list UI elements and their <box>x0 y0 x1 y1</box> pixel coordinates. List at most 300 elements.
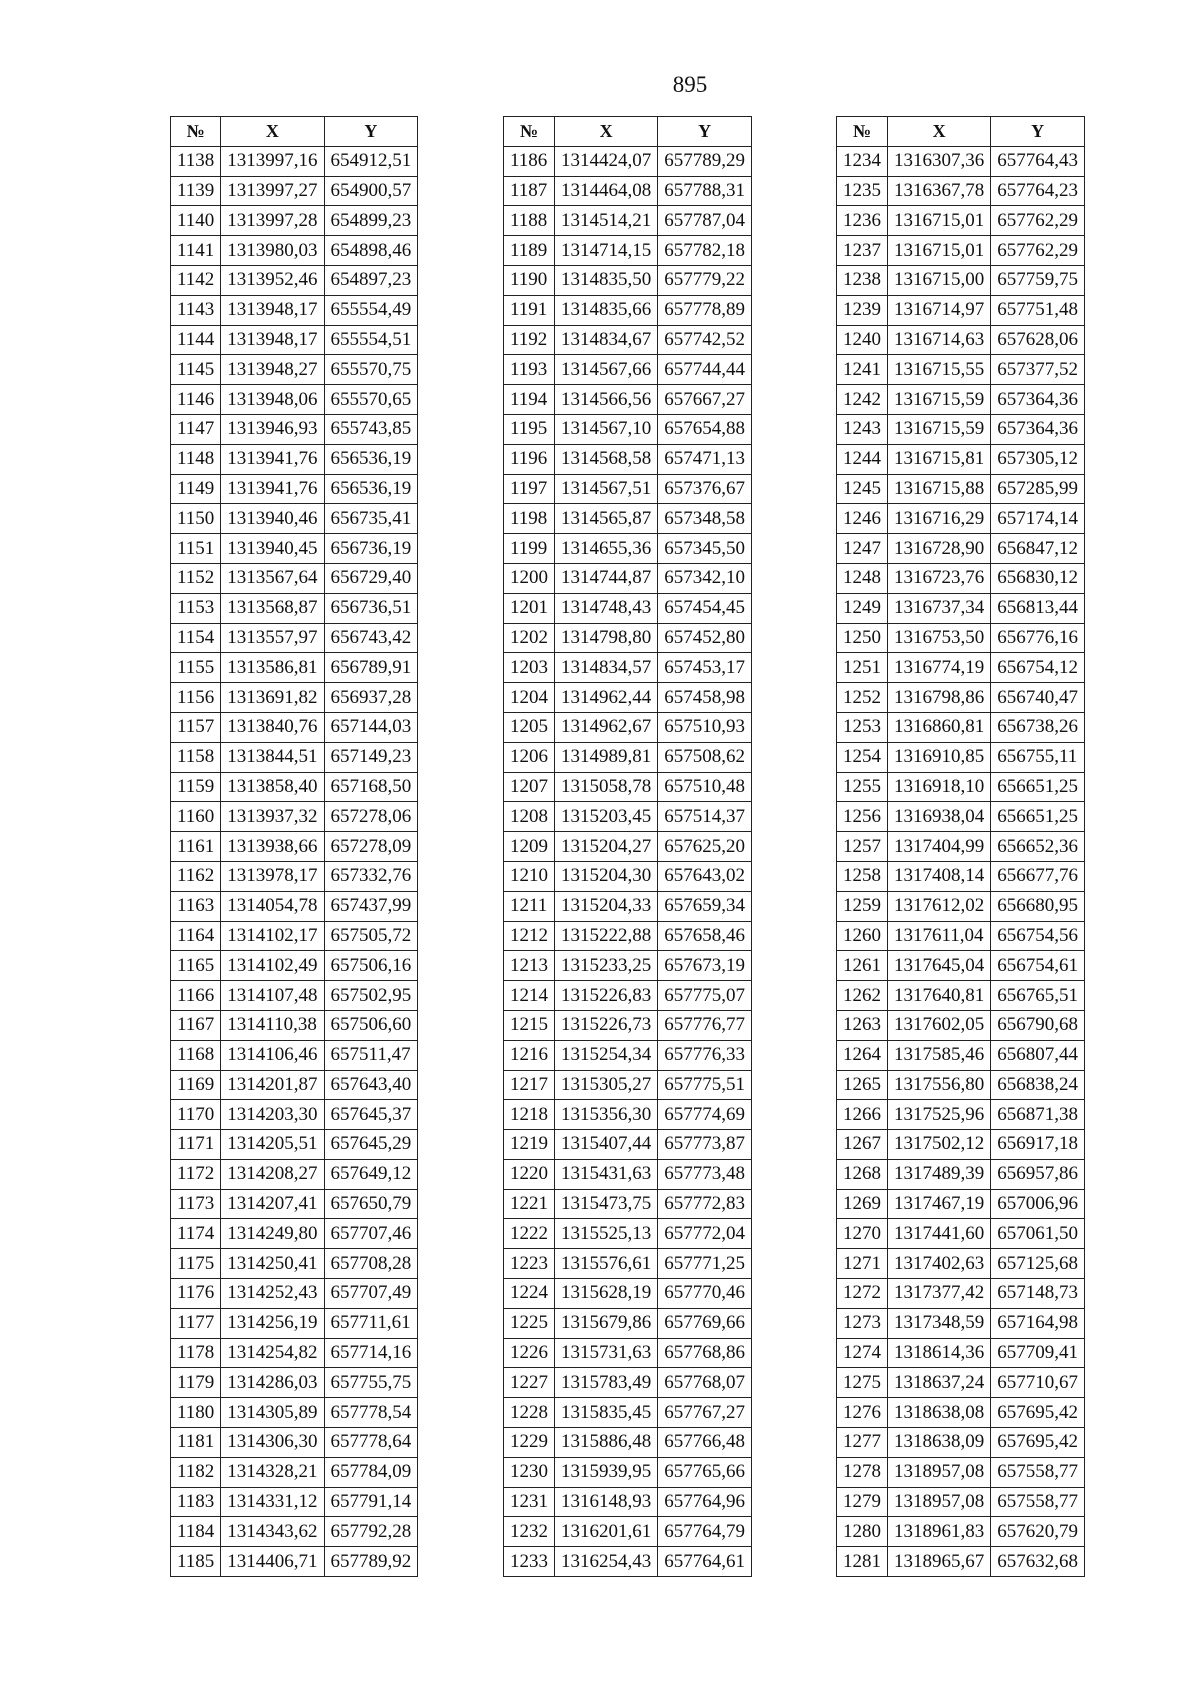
cell-number: 1233 <box>504 1547 555 1577</box>
cell-y: 657776,77 <box>658 1010 752 1040</box>
column-header-x: X <box>221 117 324 147</box>
cell-y: 657558,77 <box>991 1487 1085 1517</box>
cell-x: 1317502,12 <box>888 1130 991 1160</box>
cell-number: 1208 <box>504 802 555 832</box>
table-row <box>837 325 1085 355</box>
cell-x: 1316723,76 <box>888 563 991 593</box>
cell-number: 1171 <box>171 1130 221 1160</box>
table-row <box>837 1368 1085 1398</box>
cell-x: 1315628,19 <box>555 1279 658 1309</box>
cell-x: 1314201,87 <box>221 1070 324 1100</box>
table-row <box>504 981 752 1011</box>
table-row <box>837 623 1085 653</box>
table-row <box>171 1547 418 1577</box>
cell-x: 1318637,24 <box>888 1368 991 1398</box>
cell-number: 1260 <box>837 921 888 951</box>
table-body <box>171 146 418 1576</box>
cell-x: 1313978,17 <box>221 861 324 891</box>
cell-number: 1158 <box>171 742 221 772</box>
cell-x: 1313840,76 <box>221 712 324 742</box>
cell-x: 1316367,78 <box>888 176 991 206</box>
cell-number: 1141 <box>171 236 221 266</box>
table-row <box>837 1159 1085 1189</box>
cell-x: 1318638,09 <box>888 1428 991 1458</box>
cell-x: 1315204,33 <box>555 891 658 921</box>
cell-y: 657168,50 <box>324 772 418 802</box>
cell-y: 657377,52 <box>991 355 1085 385</box>
cell-x: 1314331,12 <box>221 1487 324 1517</box>
table-row <box>171 414 418 444</box>
cell-number: 1264 <box>837 1040 888 1070</box>
table-row <box>171 1189 418 1219</box>
cell-x: 1318957,08 <box>888 1487 991 1517</box>
cell-x: 1313941,76 <box>221 444 324 474</box>
cell-number: 1150 <box>171 504 221 534</box>
table-row <box>837 176 1085 206</box>
table-row <box>837 474 1085 504</box>
cell-y: 657514,37 <box>658 802 752 832</box>
table-row <box>171 1249 418 1279</box>
cell-y: 657762,29 <box>991 236 1085 266</box>
cell-y: 657654,88 <box>658 414 752 444</box>
cell-x: 1314328,21 <box>221 1457 324 1487</box>
cell-x: 1313941,76 <box>221 474 324 504</box>
cell-x: 1315731,63 <box>555 1338 658 1368</box>
cell-y: 656789,91 <box>324 653 418 683</box>
cell-y: 656755,11 <box>991 742 1085 772</box>
cell-number: 1218 <box>504 1100 555 1130</box>
cell-number: 1240 <box>837 325 888 355</box>
cell-y: 657643,40 <box>324 1070 418 1100</box>
cell-number: 1140 <box>171 206 221 236</box>
table-row <box>504 265 752 295</box>
cell-x: 1317348,59 <box>888 1308 991 1338</box>
cell-x: 1313997,27 <box>221 176 324 206</box>
table-row <box>837 1517 1085 1547</box>
table-row <box>504 1308 752 1338</box>
column-header-number: № <box>837 117 888 147</box>
cell-y: 656536,19 <box>324 444 418 474</box>
table-row <box>171 683 418 713</box>
cell-number: 1241 <box>837 355 888 385</box>
cell-x: 1313567,64 <box>221 563 324 593</box>
cell-y: 657645,37 <box>324 1100 418 1130</box>
cell-y: 657454,45 <box>658 593 752 623</box>
cell-y: 656735,41 <box>324 504 418 534</box>
cell-y: 656871,38 <box>991 1100 1085 1130</box>
table-row <box>171 981 418 1011</box>
table-row <box>837 1338 1085 1368</box>
table-row <box>504 474 752 504</box>
cell-number: 1199 <box>504 534 555 564</box>
table-row <box>171 1368 418 1398</box>
table-row <box>837 772 1085 802</box>
cell-x: 1314962,44 <box>555 683 658 713</box>
table-row <box>171 1428 418 1458</box>
cell-y: 657755,75 <box>324 1368 418 1398</box>
table-row <box>171 653 418 683</box>
coordinate-table-2 <box>503 116 752 1577</box>
cell-number: 1243 <box>837 414 888 444</box>
cell-y: 655570,75 <box>324 355 418 385</box>
cell-number: 1272 <box>837 1279 888 1309</box>
cell-number: 1212 <box>504 921 555 951</box>
cell-y: 655570,65 <box>324 385 418 415</box>
table-row <box>504 1010 752 1040</box>
column-header-x: X <box>888 117 991 147</box>
cell-y: 657778,89 <box>658 295 752 325</box>
cell-x: 1316737,34 <box>888 593 991 623</box>
cell-y: 657376,67 <box>658 474 752 504</box>
table-row <box>837 653 1085 683</box>
cell-y: 657742,52 <box>658 325 752 355</box>
cell-y: 657789,29 <box>658 146 752 176</box>
table-row <box>837 1308 1085 1338</box>
cell-number: 1210 <box>504 861 555 891</box>
table-row <box>837 832 1085 862</box>
cell-number: 1214 <box>504 981 555 1011</box>
cell-y: 656743,42 <box>324 623 418 653</box>
cell-y: 657774,69 <box>658 1100 752 1130</box>
cell-number: 1183 <box>171 1487 221 1517</box>
cell-x: 1313586,81 <box>221 653 324 683</box>
cell-x: 1314748,43 <box>555 593 658 623</box>
table-row <box>504 1428 752 1458</box>
cell-x: 1313948,27 <box>221 355 324 385</box>
cell-y: 657558,77 <box>991 1457 1085 1487</box>
table-row <box>837 444 1085 474</box>
table-row <box>837 891 1085 921</box>
table-row <box>837 355 1085 385</box>
cell-number: 1250 <box>837 623 888 653</box>
cell-x: 1313948,17 <box>221 295 324 325</box>
cell-x: 1313946,93 <box>221 414 324 444</box>
cell-number: 1147 <box>171 414 221 444</box>
cell-y: 657759,75 <box>991 265 1085 295</box>
cell-y: 656680,95 <box>991 891 1085 921</box>
cell-x: 1314567,66 <box>555 355 658 385</box>
column-header-y: Y <box>324 117 418 147</box>
cell-y: 657709,41 <box>991 1338 1085 1368</box>
table-row <box>171 1040 418 1070</box>
cell-number: 1154 <box>171 623 221 653</box>
table-row <box>837 1070 1085 1100</box>
table-row <box>837 385 1085 415</box>
cell-y: 657776,33 <box>658 1040 752 1070</box>
cell-y: 656776,16 <box>991 623 1085 653</box>
cell-x: 1316715,88 <box>888 474 991 504</box>
cell-x: 1314989,81 <box>555 742 658 772</box>
cell-number: 1152 <box>171 563 221 593</box>
cell-number: 1279 <box>837 1487 888 1517</box>
cell-number: 1138 <box>171 146 221 176</box>
cell-y: 656917,18 <box>991 1130 1085 1160</box>
cell-x: 1314102,17 <box>221 921 324 951</box>
table-row <box>171 1070 418 1100</box>
cell-x: 1315305,27 <box>555 1070 658 1100</box>
table-row <box>837 861 1085 891</box>
table-row <box>171 325 418 355</box>
cell-x: 1315226,73 <box>555 1010 658 1040</box>
cell-number: 1226 <box>504 1338 555 1368</box>
cell-number: 1186 <box>504 146 555 176</box>
table-row <box>171 712 418 742</box>
cell-y: 657775,07 <box>658 981 752 1011</box>
cell-y: 657452,80 <box>658 623 752 653</box>
cell-number: 1157 <box>171 712 221 742</box>
cell-y: 657789,92 <box>324 1547 418 1577</box>
table-row <box>171 355 418 385</box>
table-row <box>504 534 752 564</box>
cell-y: 657765,66 <box>658 1457 752 1487</box>
cell-x: 1314962,67 <box>555 712 658 742</box>
cell-x: 1315204,27 <box>555 832 658 862</box>
cell-y: 657778,54 <box>324 1398 418 1428</box>
cell-y: 657164,98 <box>991 1308 1085 1338</box>
cell-number: 1215 <box>504 1010 555 1040</box>
table-row <box>504 1517 752 1547</box>
cell-x: 1318965,67 <box>888 1547 991 1577</box>
cell-y: 656677,76 <box>991 861 1085 891</box>
coordinate-table-3 <box>836 116 1085 1577</box>
cell-y: 657006,96 <box>991 1189 1085 1219</box>
cell-number: 1184 <box>171 1517 221 1547</box>
cell-y: 656765,51 <box>991 981 1085 1011</box>
table-row <box>504 385 752 415</box>
cell-number: 1168 <box>171 1040 221 1070</box>
cell-x: 1315233,25 <box>555 951 658 981</box>
cell-y: 654898,46 <box>324 236 418 266</box>
table-row <box>504 563 752 593</box>
table-row <box>504 1040 752 1070</box>
cell-number: 1273 <box>837 1308 888 1338</box>
table-row <box>171 593 418 623</box>
cell-x: 1313691,82 <box>221 683 324 713</box>
cell-y: 657782,18 <box>658 236 752 266</box>
table-row <box>837 1547 1085 1577</box>
cell-number: 1237 <box>837 236 888 266</box>
cell-y: 657770,46 <box>658 1279 752 1309</box>
cell-number: 1225 <box>504 1308 555 1338</box>
table-row <box>171 1130 418 1160</box>
cell-number: 1205 <box>504 712 555 742</box>
cell-number: 1271 <box>837 1249 888 1279</box>
cell-x: 1317612,02 <box>888 891 991 921</box>
cell-x: 1316715,00 <box>888 265 991 295</box>
table-row <box>837 1398 1085 1428</box>
cell-number: 1156 <box>171 683 221 713</box>
table-row <box>171 563 418 593</box>
cell-x: 1317441,60 <box>888 1219 991 1249</box>
cell-x: 1314250,41 <box>221 1249 324 1279</box>
cell-x: 1315222,88 <box>555 921 658 951</box>
table-row <box>171 1159 418 1189</box>
cell-number: 1277 <box>837 1428 888 1458</box>
cell-x: 1314798,80 <box>555 623 658 653</box>
cell-x: 1315254,34 <box>555 1040 658 1070</box>
table-row <box>171 1457 418 1487</box>
cell-x: 1314256,19 <box>221 1308 324 1338</box>
cell-x: 1314565,87 <box>555 504 658 534</box>
table-row <box>837 981 1085 1011</box>
cell-x: 1313568,87 <box>221 593 324 623</box>
cell-number: 1242 <box>837 385 888 415</box>
cell-x: 1315835,45 <box>555 1398 658 1428</box>
table-row <box>171 1279 418 1309</box>
cell-y: 657659,34 <box>658 891 752 921</box>
table-header-row <box>171 117 418 147</box>
cell-number: 1221 <box>504 1189 555 1219</box>
cell-x: 1313948,17 <box>221 325 324 355</box>
cell-x: 1314406,71 <box>221 1547 324 1577</box>
cell-x: 1315204,30 <box>555 861 658 891</box>
table-row <box>837 504 1085 534</box>
cell-number: 1160 <box>171 802 221 832</box>
cell-number: 1195 <box>504 414 555 444</box>
cell-number: 1194 <box>504 385 555 415</box>
cell-x: 1313940,46 <box>221 504 324 534</box>
table-row <box>837 683 1085 713</box>
cell-y: 656754,56 <box>991 921 1085 951</box>
cell-y: 657650,79 <box>324 1189 418 1219</box>
cell-x: 1313940,45 <box>221 534 324 564</box>
cell-x: 1317377,42 <box>888 1279 991 1309</box>
cell-number: 1213 <box>504 951 555 981</box>
cell-x: 1316860,81 <box>888 712 991 742</box>
cell-y: 657453,17 <box>658 653 752 683</box>
table-row <box>171 861 418 891</box>
cell-x: 1313938,66 <box>221 832 324 862</box>
table-row <box>837 414 1085 444</box>
cell-number: 1159 <box>171 772 221 802</box>
cell-x: 1317402,63 <box>888 1249 991 1279</box>
table-body <box>504 146 752 1576</box>
cell-x: 1314655,36 <box>555 534 658 564</box>
cell-number: 1244 <box>837 444 888 474</box>
cell-number: 1261 <box>837 951 888 981</box>
cell-y: 657278,09 <box>324 832 418 862</box>
cell-y: 656536,19 <box>324 474 418 504</box>
cell-y: 656651,25 <box>991 802 1085 832</box>
cell-number: 1266 <box>837 1100 888 1130</box>
cell-y: 657649,12 <box>324 1159 418 1189</box>
cell-y: 657788,31 <box>658 176 752 206</box>
table-row <box>171 1487 418 1517</box>
cell-x: 1314205,51 <box>221 1130 324 1160</box>
cell-number: 1268 <box>837 1159 888 1189</box>
cell-x: 1314110,38 <box>221 1010 324 1040</box>
cell-x: 1315407,44 <box>555 1130 658 1160</box>
cell-number: 1192 <box>504 325 555 355</box>
cell-number: 1265 <box>837 1070 888 1100</box>
cell-x: 1316714,97 <box>888 295 991 325</box>
cell-number: 1274 <box>837 1338 888 1368</box>
table-row <box>171 742 418 772</box>
table-row <box>171 504 418 534</box>
cell-y: 657061,50 <box>991 1219 1085 1249</box>
cell-y: 657764,43 <box>991 146 1085 176</box>
table-row <box>171 1308 418 1338</box>
cell-x: 1313937,32 <box>221 802 324 832</box>
cell-x: 1316753,50 <box>888 623 991 653</box>
table-row <box>837 1130 1085 1160</box>
table-row <box>837 295 1085 325</box>
table-row <box>504 921 752 951</box>
table-row <box>504 1219 752 1249</box>
cell-number: 1269 <box>837 1189 888 1219</box>
cell-x: 1314567,10 <box>555 414 658 444</box>
table-row <box>504 1249 752 1279</box>
cell-x: 1313858,40 <box>221 772 324 802</box>
cell-number: 1262 <box>837 981 888 1011</box>
cell-number: 1151 <box>171 534 221 564</box>
table-row <box>171 176 418 206</box>
cell-x: 1315356,30 <box>555 1100 658 1130</box>
cell-y: 657778,64 <box>324 1428 418 1458</box>
cell-number: 1220 <box>504 1159 555 1189</box>
cell-number: 1182 <box>171 1457 221 1487</box>
cell-number: 1263 <box>837 1010 888 1040</box>
cell-y: 657787,04 <box>658 206 752 236</box>
table-row <box>837 742 1085 772</box>
table-row <box>837 1189 1085 1219</box>
table-row <box>171 1338 418 1368</box>
cell-y: 656830,12 <box>991 563 1085 593</box>
cell-y: 657695,42 <box>991 1428 1085 1458</box>
cell-y: 656729,40 <box>324 563 418 593</box>
cell-x: 1314835,50 <box>555 265 658 295</box>
cell-x: 1314464,08 <box>555 176 658 206</box>
cell-y: 657779,22 <box>658 265 752 295</box>
cell-y: 657711,61 <box>324 1308 418 1338</box>
cell-x: 1315431,63 <box>555 1159 658 1189</box>
cell-y: 656847,12 <box>991 534 1085 564</box>
cell-number: 1155 <box>171 653 221 683</box>
cell-x: 1318614,36 <box>888 1338 991 1368</box>
cell-x: 1317602,05 <box>888 1010 991 1040</box>
cell-x: 1314207,41 <box>221 1189 324 1219</box>
cell-y: 655554,51 <box>324 325 418 355</box>
cell-y: 657764,23 <box>991 176 1085 206</box>
cell-x: 1314102,49 <box>221 951 324 981</box>
table-row <box>504 206 752 236</box>
table-row <box>504 414 752 444</box>
cell-y: 654897,23 <box>324 265 418 295</box>
table-row <box>504 623 752 653</box>
cell-number: 1251 <box>837 653 888 683</box>
cell-y: 657285,99 <box>991 474 1085 504</box>
cell-y: 656937,28 <box>324 683 418 713</box>
cell-x: 1314306,30 <box>221 1428 324 1458</box>
cell-y: 657508,62 <box>658 742 752 772</box>
cell-y: 656652,36 <box>991 832 1085 862</box>
table-row <box>504 683 752 713</box>
table-row <box>171 951 418 981</box>
cell-number: 1166 <box>171 981 221 1011</box>
cell-x: 1314208,27 <box>221 1159 324 1189</box>
cell-y: 657784,09 <box>324 1457 418 1487</box>
table-row <box>171 236 418 266</box>
cell-y: 657772,83 <box>658 1189 752 1219</box>
table-row <box>837 1040 1085 1070</box>
cell-number: 1178 <box>171 1338 221 1368</box>
cell-y: 657707,49 <box>324 1279 418 1309</box>
cell-y: 657505,72 <box>324 921 418 951</box>
cell-x: 1315783,49 <box>555 1368 658 1398</box>
cell-x: 1315576,61 <box>555 1249 658 1279</box>
table-row <box>504 593 752 623</box>
cell-y: 657511,47 <box>324 1040 418 1070</box>
